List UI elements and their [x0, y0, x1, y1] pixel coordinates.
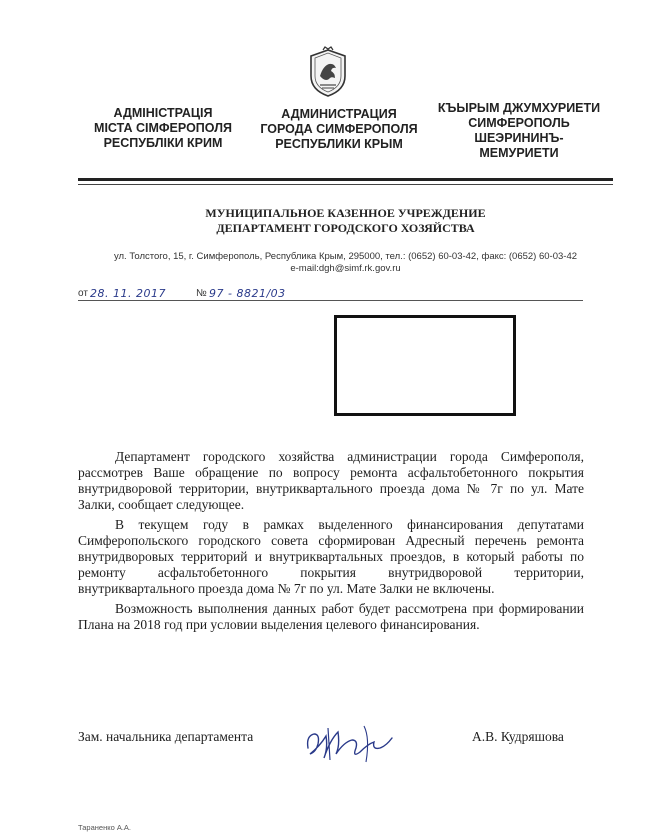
organization-line: МУНИЦИПАЛЬНОЕ КАЗЕННОЕ УЧРЕЖДЕНИЕ — [205, 206, 486, 220]
organization-name — [78, 206, 613, 236]
executor-footer — [78, 823, 131, 832]
letter-body — [78, 449, 584, 637]
reference-line — [78, 286, 583, 301]
signer-position: Зам. начальника департамента — [78, 729, 254, 744]
number-label: № — [196, 288, 207, 299]
signer-name: А.В. Кудряшова — [472, 729, 564, 744]
header-ukrainian-line: АДМІНІСТРАЦІЯ — [113, 106, 213, 120]
handwritten-signature — [300, 718, 400, 766]
header-crimean-tatar-line: МЕМУРИЕТИ — [479, 146, 559, 160]
email-line: e-mail:dgh@simf.rk.gov.ru — [290, 263, 401, 274]
body-paragraph: В текущем году в рамках выделенного финансирования депутатами Симферопольского городского совета сформирован Адресный перечень ремонта внутридворовых территорий и внутриквартальных проездов, в который работы по ремонту асфальтобетонного покрытия внутридворовой территории, внутриквартального проезда дома № 7г по ул. Мате Залки не включены. — [78, 517, 584, 596]
redacted-recipient-box — [334, 315, 516, 416]
header-russian — [250, 107, 428, 152]
header-crimean-tatar-line: КЪЫРЫМ ДЖУМХУРИЕТИ — [437, 101, 601, 115]
executor-name: Тараненко А.А. — [78, 823, 132, 832]
header-ukrainian-line: МІСТА СІМФЕРОПОЛЯ — [94, 121, 232, 135]
header-divider-thick — [78, 178, 613, 181]
from-label: от — [78, 288, 88, 299]
body-paragraph: Департамент городского хозяйства администрации города Симферополя, рассмотрев Ваше обращение по вопросу ремонта асфальтобетонного покрытия внутридворовой территории, внутриквартального проезда дома № 7г по ул. Мате Залки, сообщает следующее. — [78, 449, 584, 512]
header-ukrainian-line: РЕСПУБЛІКИ КРИМ — [103, 136, 223, 150]
coat-of-arms-icon — [305, 46, 351, 98]
address-line: ул. Толстого, 15, г. Симферополь, Республика Крым, 295000, тел.: (0652) 60-03-42, факс: (0652) 60-03-42 — [113, 251, 578, 262]
header-russian-line: ГОРОДА СИМФЕРОПОЛЯ — [260, 122, 418, 136]
header-crimean-tatar — [430, 101, 608, 161]
body-paragraph: Возможность выполнения данных работ будет рассмотрена при формировании Плана на 2018 год при условии выделения целевого финансирования. — [78, 601, 584, 632]
organization-line: ДЕПАРТАМЕНТ ГОРОДСКОГО ХОЗЯЙСТВА — [216, 221, 475, 235]
reference-date: 28. 11. 2017 — [90, 287, 166, 300]
header-russian-line: РЕСПУБЛИКИ КРЫМ — [275, 137, 403, 151]
header-crimean-tatar-line: СИМФЕРОПОЛЬ — [468, 116, 570, 130]
header-russian-line: АДМИНИСТРАЦИЯ — [281, 107, 397, 121]
header-divider-thin — [78, 184, 613, 185]
address-block — [78, 251, 613, 275]
reference-number: 97 - 8821/03 — [209, 287, 286, 300]
header-ukrainian — [84, 106, 242, 151]
header-crimean-tatar-line: ШЕЭРИНИНЪ- — [474, 131, 564, 145]
